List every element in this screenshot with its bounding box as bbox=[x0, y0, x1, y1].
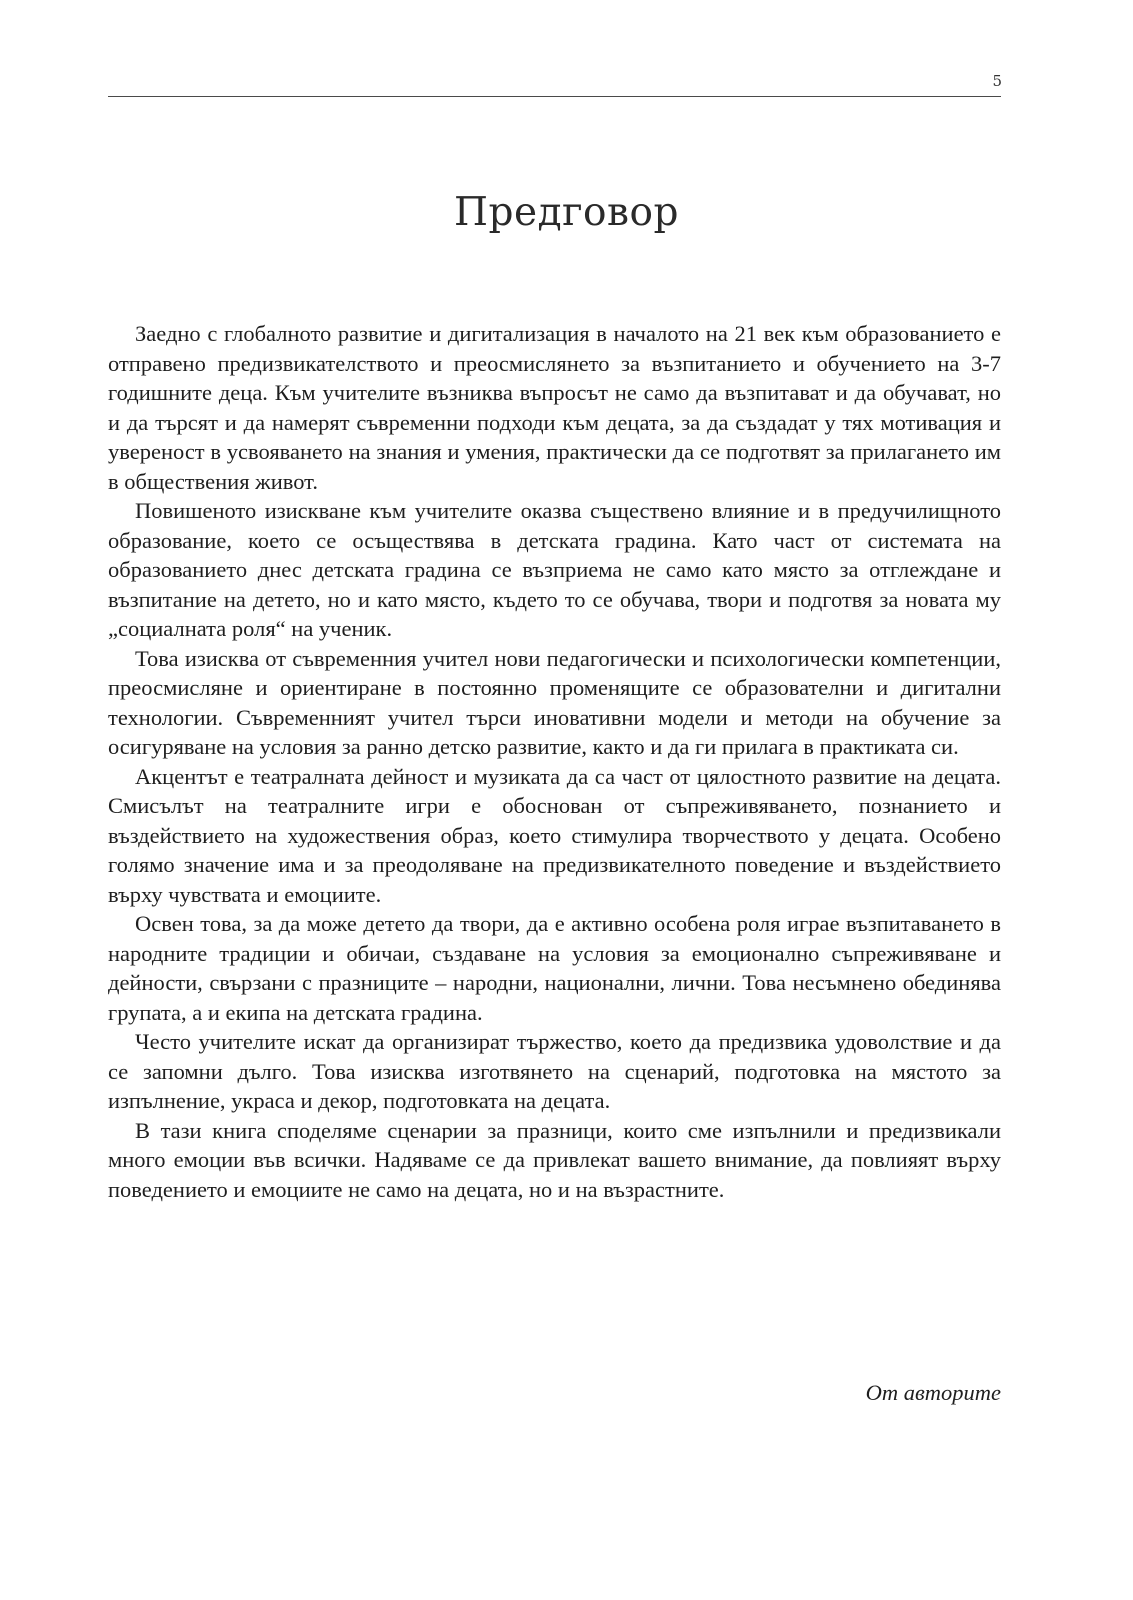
page-number: 5 bbox=[992, 72, 1002, 90]
page-title: Предговор bbox=[454, 190, 679, 235]
body-text bbox=[108, 319, 1001, 1204]
header-rule bbox=[108, 96, 1001, 97]
paragraph: Акцентът е театралната дейност и музиката да са част от цялостното развитие на децата. Смисълът на театралните игри е обоснован от съпреживяването, познанието и въздействието на художествения образ, което стимулира творчеството у децата. Особено голямо значение има и за преодоляване на предизвикателното поведение и въздействието върху чувствата и емоциите. bbox=[108, 763, 1001, 907]
signature: От авторите bbox=[865, 1380, 1001, 1405]
paragraph: Заедно с глобалното развитие и дигитализация в началото на 21 век към образованието е отправено предизвикателството и преосмислянето за възпитанието и обучението на 3-7 годишните деца. Към учителите възниква въпросът не само да възпитават и да обучават, но и да търсят и да намерят съвременни подходи към децата, за да създадат у тях мотивация и увереност в усвояването на знания и умения, практически да се подготвят за прилагането им в обществения живот. bbox=[108, 321, 1001, 494]
paragraph: Освен това, за да може детето да твори, да е активно особена роля играе възпитаването в народните традиции и обичаи, създаване на условия за емоционално съпреживяване и дейности, свързани с празниците – народни, национални, лични. Това несъмнено обединява групата, а и екипа на детската градина. bbox=[108, 911, 1001, 1025]
paragraph: В тази книга споделяме сценарии за празници, които сме изпълнили и предизвикали много емоции във всички. Надяваме се да привлекат вашето внимание, да повлияят върху поведението и емоциите не само на децата, но и на възрастните. bbox=[108, 1117, 1001, 1202]
paragraph: Повишеното изискване към учителите оказва съществено влияние и в предучилищното образование, което се осъществява в детската градина. Като част от системата на образованието днес детската градина се възприема не само като място за отглеждане и възпитание на детето, но и като място, където то се обучава, твори и подготвя за новата му „социалната роля“ на ученик. bbox=[108, 498, 1001, 641]
paragraph: Това изисква от съвременния учител нови педагогически и психологически компетенции, преосмисляне и ориентиране в постоянно променящите се образователни и дигитални технологии. Съвременният учител търси иновативни модели и методи на обучение за осигуряване на условия за ранно детско развитие, както и да ги прилага в практиката си. bbox=[108, 645, 1001, 759]
paragraph: Често учителите искат да организират тържество, което да предизвика удоволствие и да се запомни дълго. Това изисква изготвянето на сценарий, подготовка на мястото за изпълнение, украса и декор, подготовката на децата. bbox=[108, 1029, 1001, 1113]
